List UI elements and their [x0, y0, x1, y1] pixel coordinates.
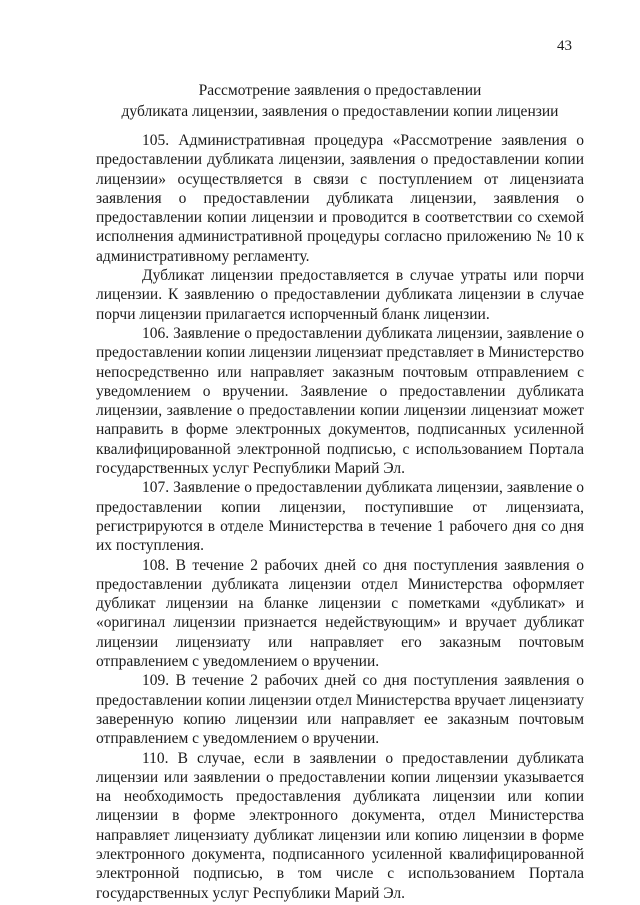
- section-title-line-1: Рассмотрение заявления о предоставлении: [198, 82, 482, 99]
- paragraph-109: 109. В течение 2 рабочих дней со дня поступления заявления о предоставлении копии лицензии отдел Министерства вручает лицензиату заверенную копию лицензии или направляет ее заказным почтовым отправлением с уведомлением о вручении.: [96, 672, 584, 748]
- paragraph-110: 110. В случае, если в заявлении о предоставлении дубликата лицензии или заявлении о предоставлении копии лицензии указывается на необходимость предоставления дубликата лицензии или копии лицензии в форме электронного документа, отдел Министерства направляет лицензиату дубликат лицензии или копию лицензии в форме электронного документа, подписанного усиленной квалифицированной электронной подписью, в том числе с использованием Портала государственных услуг Республики Марий Эл.: [96, 749, 584, 902]
- page-number: 43: [557, 38, 572, 54]
- paragraph-105-continued: Дубликат лицензии предоставляется в случае утраты или порчи лицензии. К заявлению о предоставлении дубликата лицензии в случае порчи лицензии прилагается испорченный бланк лицензии.: [96, 267, 584, 323]
- paragraph-107: 107. Заявление о предоставлении дубликата лицензии, заявление о предоставлении копии лицензии, поступившие от лицензиата, регистрируются в отделе Министерства в течение 1 рабочего дня со дня их поступления.: [96, 479, 584, 555]
- section-title: [96, 80, 584, 122]
- document-body: [96, 131, 584, 903]
- paragraph-105: 105. Административная процедура «Рассмотрение заявления о предоставлении дубликата лицензии, заявления о предоставлении копии лицензии» осуществляется в связи с поступлением от лицензиата заявления о предоставлении дубликата лицензии, заявления о предоставлении копии лицензии и проводится в соответствии со схемой исполнения административной процедуры согласно приложению № 10 к административному регламенту.: [96, 132, 584, 265]
- section-title-line-2: дубликата лицензии, заявления о предоставлении копии лицензии: [121, 103, 559, 120]
- paragraph-106: 106. Заявление о предоставлении дубликата лицензии, заявление о предоставлении копии лицензии лицензиат представляет в Министерство непосредственно или направляет заказным почтовым отправлением с уведомлением о вручении. Заявление о предоставлении дубликата лицензии, заявление о предоставлении копии лицензии лицензиат может направить в форме электронных документов, подписанных усиленной квалифицированной электронной подписью, с использованием Портала государственных услуг Республики Марий Эл.: [96, 324, 584, 478]
- paragraph-108: 108. В течение 2 рабочих дней со дня поступления заявления о предоставлении дубликата лицензии отдел Министерства оформляет дубликат лицензии на бланке лицензии с пометками «дубликат» и «оригинал лицензии признается недействующим» и вручает дубликат лицензии лицензиату или направляет его заказным почтовым отправлением с уведомлением о вручении.: [96, 556, 584, 671]
